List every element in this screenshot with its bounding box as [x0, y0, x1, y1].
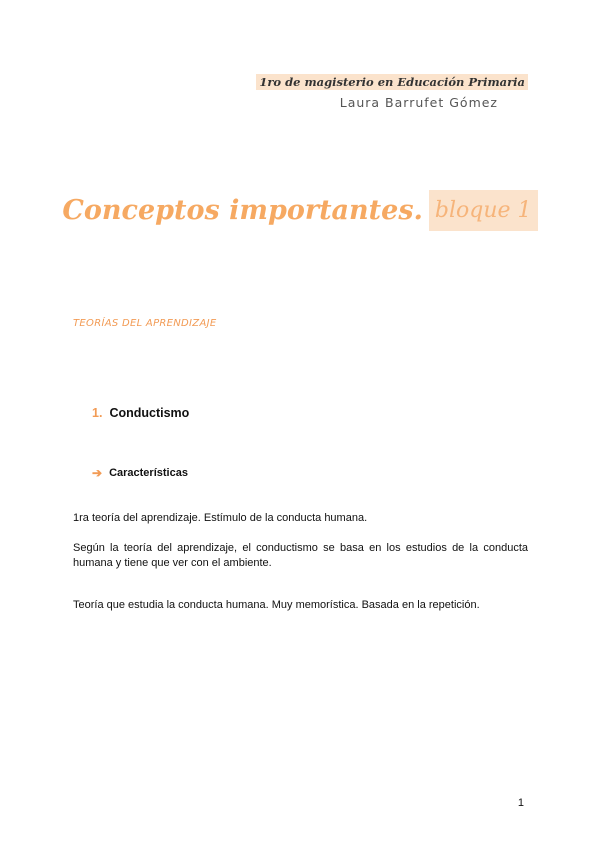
page-number: 1	[517, 797, 524, 809]
title-main: Conceptos importantes.	[62, 195, 423, 226]
page-title	[0, 190, 600, 231]
heading-1	[92, 406, 189, 420]
paragraph: Según la teoría del aprendizaje, el conductismo se basa en los estudios de la conducta humana y tiene que ver con el ambiente.	[73, 542, 528, 569]
header-course: 1ro de magisterio en Educación Primaria	[256, 74, 528, 90]
title-block: bloque 1	[429, 190, 538, 231]
heading-2-text: Características	[109, 467, 188, 479]
heading-2	[92, 466, 188, 480]
header-author: Laura Barrufet Gómez	[339, 95, 498, 110]
heading-1-text: Conductismo	[109, 406, 190, 420]
heading-1-number: 1.	[92, 406, 103, 420]
arrow-right-icon: ➔	[92, 466, 103, 480]
paragraph: Teoría que estudia la conducta humana. Muy memorística. Basada en la repetición.	[73, 599, 480, 611]
paragraph: 1ra teoría del aprendizaje. Estímulo de la conducta humana.	[73, 512, 368, 524]
section-label: TEORÍAS DEL APRENDIZAJE	[73, 318, 217, 329]
